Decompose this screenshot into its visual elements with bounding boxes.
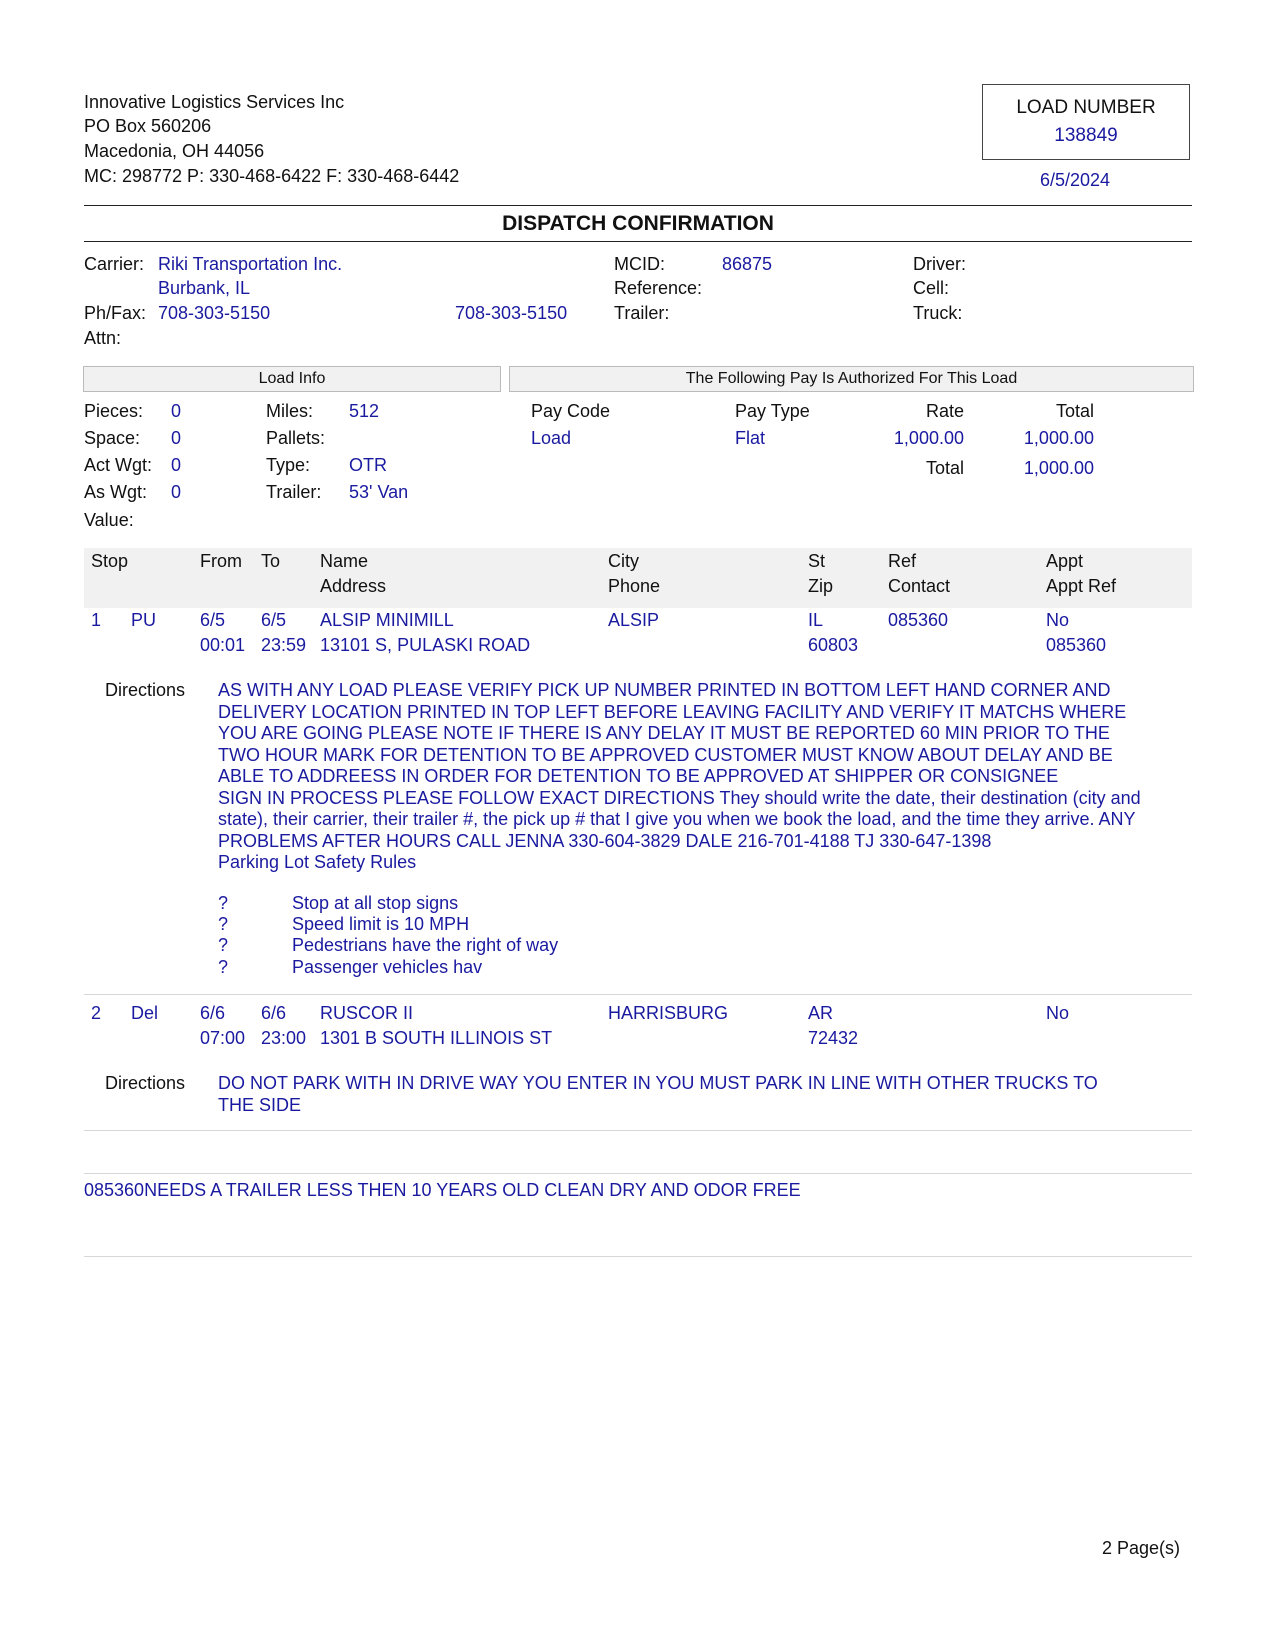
attn-label: Attn: [84, 328, 122, 348]
mcid-label: MCID: [614, 254, 665, 274]
type-value: OTR [349, 455, 387, 475]
from-date: 6/6 [200, 1003, 226, 1023]
stop-name: RUSCOR II [320, 1003, 414, 1023]
space-label: Space: [84, 428, 141, 448]
aswgt-value: 0 [171, 482, 182, 502]
col-address: Address [320, 576, 387, 596]
col-st: St [808, 551, 826, 571]
cell-label: Cell: [913, 278, 950, 298]
directions-text [218, 1073, 1188, 1116]
stop-state: AR [808, 1003, 834, 1023]
rate-header: Rate [925, 401, 964, 421]
type-label: Type: [266, 455, 311, 475]
space-value: 0 [171, 428, 182, 448]
carrier-phone: 708-303-5150 [158, 303, 271, 323]
to-date: 6/6 [261, 1003, 287, 1023]
pallets-label: Pallets: [266, 428, 326, 448]
carrier-label: Carrier: [84, 254, 145, 274]
paycode-header: Pay Code [531, 401, 611, 421]
bullet-text: Stop at all stop signs [292, 893, 459, 913]
stop-address: 1301 B SOUTH ILLINOIS ST [320, 1028, 553, 1048]
stop-appt-ref: 085360 [1046, 635, 1107, 655]
carrier-name: Riki Transportation Inc. [158, 254, 343, 274]
bullet-mark: ? [218, 914, 229, 934]
load-number-box [982, 84, 1190, 160]
col-to: To [261, 551, 281, 571]
load-note: 085360NEEDS A TRAILER LESS THEN 10 YEARS OLD CLEAN DRY AND ODOR FREE [84, 1180, 801, 1200]
stop-appt: No [1046, 610, 1070, 630]
stop-divider [84, 994, 1192, 995]
company-address1: PO Box 560206 [84, 116, 212, 136]
stop-appt: No [1046, 1003, 1070, 1023]
company-name: Innovative Logistics Services Inc [84, 92, 345, 112]
truck-label: Truck: [913, 303, 963, 323]
stop-name: ALSIP MINIMILL [320, 610, 454, 630]
col-appt: Appt [1046, 551, 1084, 571]
col-from: From [200, 551, 242, 571]
actwgt-label: Act Wgt: [84, 455, 153, 475]
stop-zip: 60803 [808, 635, 859, 655]
col-stop: Stop [91, 551, 129, 571]
company-contact: MC: 298772 P: 330-468-6422 F: 330-468-6442 [84, 166, 460, 186]
stop-number: 2 [91, 1003, 102, 1023]
load-trailer-label: Trailer: [266, 482, 322, 502]
directions-line: PROBLEMS AFTER HOURS CALL JENNA 330-604-3829 DALE 216-701-4188 TJ 330-647-1398 [218, 830, 992, 851]
stop-city: HARRISBURG [608, 1003, 729, 1023]
paycode-value: Load [531, 428, 572, 448]
stop-type: Del [131, 1003, 159, 1023]
load-trailer-value: 53' Van [349, 482, 409, 502]
pay-header: The Following Pay Is Authorized For This Load [509, 366, 1194, 392]
directions-line: AS WITH ANY LOAD PLEASE VERIFY PICK UP NUMBER PRINTED IN BOTTOM LEFT HAND CORNER AND [218, 680, 1111, 700]
bullet-mark: ? [218, 893, 229, 913]
miles-value: 512 [349, 401, 380, 421]
load-info-header: Load Info [83, 366, 501, 392]
paytype-value: Flat [735, 428, 766, 448]
col-contact: Contact [888, 576, 951, 596]
actwgt-value: 0 [171, 455, 182, 475]
note-bottom-rule [84, 1256, 1192, 1257]
col-appt-ref: Appt Ref [1046, 576, 1117, 596]
bullet-text: Pedestrians have the right of way [292, 935, 559, 955]
from-time: 07:00 [200, 1028, 246, 1048]
stop-number: 1 [91, 610, 102, 630]
directions-label: Directions [105, 680, 186, 700]
carrier-trailer-label: Trailer: [614, 303, 670, 323]
from-date: 6/5 [200, 610, 226, 630]
directions-line: Parking Lot Safety Rules [218, 852, 417, 872]
to-time: 23:00 [261, 1028, 307, 1048]
bullet-text: Speed limit is 10 MPH [292, 914, 470, 934]
load-number: 138849 [1054, 125, 1118, 146]
stops-end-divider [84, 1130, 1192, 1131]
pieces-label: Pieces: [84, 401, 144, 421]
value-label: Value: [84, 510, 134, 530]
col-ref: Ref [888, 551, 917, 571]
total-value: 1,000.00 [1023, 428, 1094, 448]
directions-text [218, 680, 1188, 874]
bullet-mark: ? [218, 957, 229, 977]
directions-line: YOU ARE GOING PLEASE NOTE IF THERE IS ANY DELAY IT MUST BE REPORTED 60 MIN PRIOR TO THE [218, 723, 1110, 743]
driver-label: Driver: [913, 254, 966, 274]
carrier-fax: 708-303-5150 [455, 303, 568, 323]
directions-line: SIGN IN PROCESS PLEASE FOLLOW EXACT DIRECTIONS They should write the date, their destination (city and [218, 787, 1141, 808]
page-title: DISPATCH CONFIRMATION [502, 212, 774, 235]
from-time: 00:01 [200, 635, 246, 655]
grand-total-value: 1,000.00 [1023, 458, 1094, 478]
load-number-label: LOAD NUMBER [1016, 97, 1156, 118]
stop-zip: 72432 [808, 1028, 859, 1048]
col-name: Name [320, 551, 369, 571]
to-date: 6/5 [261, 610, 287, 630]
aswgt-label: As Wgt: [84, 482, 148, 502]
stop-type: PU [131, 610, 157, 630]
directions-label: Directions [105, 1073, 186, 1093]
phfax-label: Ph/Fax: [84, 303, 147, 323]
stop-city: ALSIP [608, 610, 660, 630]
page-count: 2 Page(s) [1102, 1538, 1181, 1558]
company-address2: Macedonia, OH 44056 [84, 141, 265, 161]
pieces-value: 0 [171, 401, 182, 421]
stop-address: 13101 S, PULASKI ROAD [320, 635, 531, 655]
mcid-value: 86875 [722, 254, 773, 274]
note-top-rule [84, 1173, 1192, 1174]
col-phone: Phone [608, 576, 661, 596]
directions-line: state), their carrier, their trailer #, the pick up # that I give you when we book the load, and the time they arrive. ANY [218, 809, 1136, 829]
carrier-city: Burbank, IL [158, 278, 251, 298]
directions-line: THE SIDE [218, 1094, 302, 1115]
directions-line: ABLE TO ADDREESS IN ORDER FOR DETENTION TO BE APPROVED AT SHIPPER OR CONSIGNEE [218, 766, 1059, 786]
col-city: City [608, 551, 639, 571]
stop-state: IL [808, 610, 824, 630]
grand-total-label: Total [925, 458, 964, 478]
bullet-text: Passenger vehicles hav [292, 957, 483, 977]
miles-label: Miles: [266, 401, 314, 421]
document-date: 6/5/2024 [1040, 170, 1111, 190]
to-time: 23:59 [261, 635, 307, 655]
directions-line: DO NOT PARK WITH IN DRIVE WAY YOU ENTER IN YOU MUST PARK IN LINE WITH OTHER TRUCKS TO [218, 1073, 1098, 1093]
stop-ref: 085360 [888, 610, 949, 630]
header-bottom-rule [84, 241, 1192, 242]
paytype-header: Pay Type [735, 401, 810, 421]
header-top-rule [84, 205, 1192, 206]
rate-value: 1,000.00 [893, 428, 964, 448]
reference-label: Reference: [614, 278, 703, 298]
directions-line: TWO HOUR MARK FOR DETENTION TO BE APPROVED CUSTOMER MUST KNOW ABOUT DELAY AND BE [218, 744, 1113, 765]
total-header: Total [1055, 401, 1094, 421]
bullet-mark: ? [218, 935, 229, 955]
col-zip: Zip [808, 576, 834, 596]
directions-line: DELIVERY LOCATION PRINTED IN TOP LEFT BEFORE LEAVING FACILITY AND VERIFY IT MATCHS WHERE [218, 701, 1127, 722]
